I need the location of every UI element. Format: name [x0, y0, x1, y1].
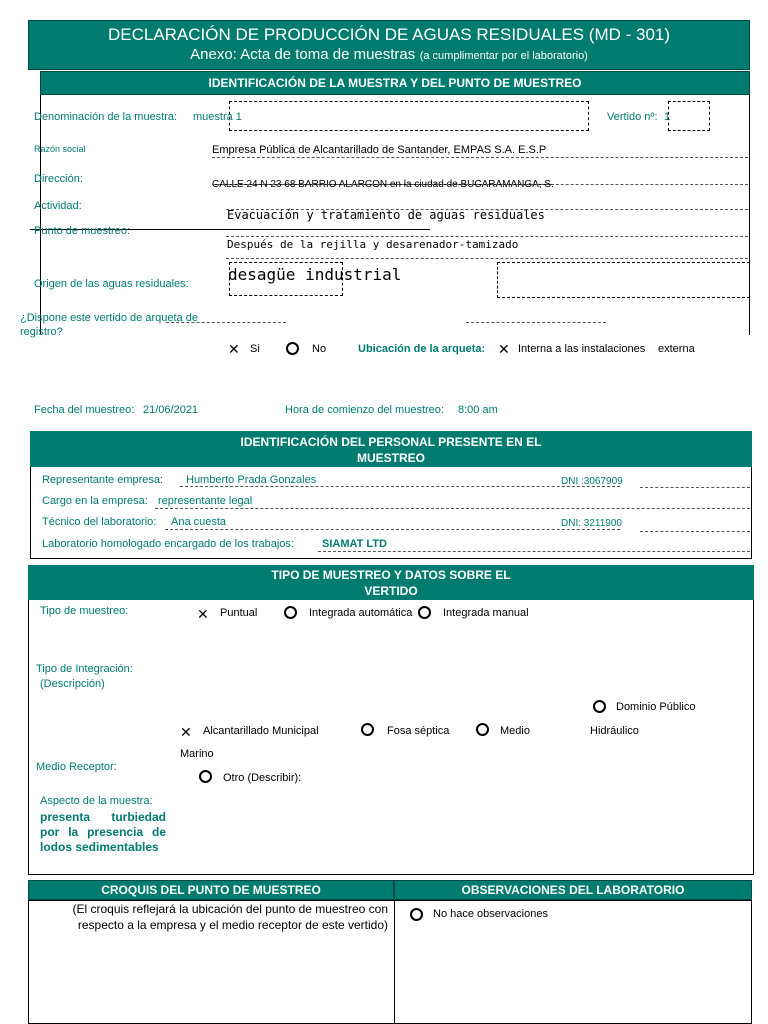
puntual-x-mark[interactable]: ✕ [197, 606, 209, 622]
document-subtitle-note: (a cumplimentar por el laboratorio) [419, 50, 588, 62]
puntual-label: Puntual [220, 607, 258, 619]
croquis-text: (El croquis reflejará la ubicación del punto de muestreo con respecto a la empresa y el medio receptor de este vertido) [72, 902, 388, 932]
tecnico-underline [165, 529, 620, 530]
hora-muestreo-value: 8:00 am [458, 404, 498, 416]
denominacion-value: muestra 1 [193, 111, 242, 123]
tecnico-dni-underline [640, 531, 750, 532]
otro-radio-icon[interactable] [199, 770, 212, 783]
otro-label: Otro (Describir): [223, 772, 302, 784]
aspecto-label: Aspecto de la muestra: [40, 795, 153, 807]
razon-social-label: Razón social [34, 144, 86, 154]
laboratorio-label: Laboratorio homologado encargado de los trabajos: [42, 538, 294, 550]
integrada-manual-radio-icon[interactable] [418, 606, 431, 619]
arqueta-question: ¿Dispone este vertido de arqueta de registro? [20, 312, 198, 338]
origen-value: desagüe industrial [228, 265, 402, 284]
representante-value: Humberto Prada Gonzales [186, 474, 317, 486]
tipo-integracion-label: Tipo de Integración: [36, 663, 133, 675]
origen-extra-field[interactable] [497, 262, 750, 298]
laboratorio-value: SIAMAT LTD [322, 538, 387, 550]
section-tipo-muestreo-title-line1: TIPO DE MUESTREO Y DATOS SOBRE EL [271, 568, 511, 582]
no-label: No [312, 343, 327, 355]
vertido-field[interactable] [668, 101, 710, 131]
integrada-manual-label: Integrada manual [443, 607, 529, 619]
vertido-value: 1 [664, 111, 671, 123]
fecha-muestreo-label: Fecha del muestreo: [34, 404, 135, 416]
denominacion-label: Denominación de la muestra: [34, 111, 178, 123]
hidraulico-label: Hidráulico [590, 725, 639, 737]
arqueta-underline-1 [166, 322, 286, 323]
representante-dni: DNI :3067909 [561, 476, 623, 487]
fecha-muestreo-value: 21/06/2021 [143, 404, 199, 416]
hora-muestreo-label: Hora de comienzo del muestreo: [285, 404, 444, 416]
denominacion-field[interactable] [229, 101, 589, 131]
punto-muestreo-label: Punto de muestreo: [34, 225, 131, 237]
no-radio-icon[interactable] [286, 342, 299, 355]
tecnico-value: Ana cuesta [171, 516, 227, 528]
actividad-value: Evacuación y tratamiento de aguas residuales [227, 208, 545, 222]
document-subtitle-row [29, 46, 749, 64]
representante-dni-underline [640, 487, 750, 488]
laboratorio-underline [318, 551, 750, 552]
fosa-septica-radio-icon[interactable] [361, 723, 374, 736]
integrada-automatica-label: Integrada automática [309, 607, 413, 619]
dominio-publico-label: Dominio Público [616, 701, 696, 713]
observaciones-title: OBSERVACIONES DEL LABORATORIO [461, 883, 685, 897]
tipo-integracion-descripcion: (Descripción) [40, 678, 105, 690]
section-personal-title-line2: MUESTREO [356, 451, 425, 465]
punto-muestreo-underline [226, 258, 748, 259]
tecnico-dni: DNI: 3211900 [561, 518, 622, 529]
punto-muestreo-value: Después de la rejilla y desarenador-tamizado [227, 238, 519, 251]
no-observaciones-radio-icon[interactable] [410, 908, 423, 921]
cargo-label: Cargo en la empresa: [42, 495, 148, 507]
marino-label: Marino [180, 748, 214, 760]
razon-social-underline [212, 157, 748, 158]
croquis-title: CROQUIS DEL PUNTO DE MUESTREO [101, 883, 321, 897]
cargo-underline [155, 508, 750, 509]
document-subtitle: Anexo: Acta de toma de muestras [190, 46, 416, 63]
actividad-label: Actividad: [34, 200, 82, 212]
tipo-muestreo-label: Tipo de muestreo: [40, 605, 129, 617]
aspecto-value: presenta turbiedad por la presencia de lodos sedimentables [40, 810, 166, 854]
representante-label: Representante empresa: [42, 474, 164, 486]
document-header [28, 20, 750, 70]
vertido-label: Vertido nº: [607, 111, 658, 123]
interna-x-mark[interactable]: ✕ [498, 341, 510, 357]
fosa-septica-label: Fosa séptica [387, 725, 450, 737]
medio-receptor-label: Medio Receptor: [36, 761, 117, 773]
interna-label: Interna a las instalaciones [518, 343, 646, 355]
section-personal-header [30, 431, 752, 467]
medio-marino-radio-icon[interactable] [476, 723, 489, 736]
alcantarillado-x-mark[interactable]: ✕ [180, 724, 192, 740]
section-sample-identification-title: IDENTIFICACIÓN DE LA MUESTRA Y DEL PUNTO DE MUESTREO [208, 76, 582, 90]
cargo-value: representante legal [158, 495, 253, 507]
arqueta-underline-2 [466, 322, 606, 323]
integrada-automatica-radio-icon[interactable] [284, 606, 297, 619]
medio-label: Medio [500, 725, 530, 737]
no-observaciones-label: No hace observaciones [433, 908, 548, 920]
si-x-mark[interactable]: ✕ [228, 341, 240, 357]
si-label: Si [250, 343, 260, 355]
document-title: DECLARACIÓN DE PRODUCCIÓN DE AGUAS RESIDUALES (MD - 301) [107, 25, 671, 44]
alcantarillado-label: Alcantarillado Municipal [203, 725, 319, 737]
observaciones-header [394, 880, 752, 900]
ubicacion-arqueta-label: Ubicación de la arqueta: [358, 343, 486, 355]
dominio-publico-radio-icon[interactable] [593, 700, 606, 713]
direccion-value: CALLE 24 N 23 68 BARRIO ALARCON en la ciudad de BUCARAMANGA, S. [212, 179, 554, 190]
origen-label: Origen de las aguas residuales: [34, 278, 189, 290]
section-personal-title-line1: IDENTIFICACIÓN DEL PERSONAL PRESENTE EN EL [240, 435, 542, 449]
externa-label: externa [658, 343, 695, 355]
section-tipo-muestreo-header [28, 565, 754, 600]
direccion-underline [212, 184, 748, 185]
croquis-header [28, 880, 394, 900]
actividad-underline [226, 236, 748, 237]
direccion-label: Dirección: [34, 173, 83, 185]
representante-underline [180, 486, 620, 487]
razon-social-value: Empresa Pública de Alcantarillado de Santander, EMPAS S.A. E.S.P [212, 144, 547, 156]
tecnico-label: Técnico del laboratorio: [42, 516, 157, 528]
section-sample-identification-header [40, 71, 750, 95]
section-tipo-muestreo-title-line2: VERTIDO [364, 584, 418, 598]
